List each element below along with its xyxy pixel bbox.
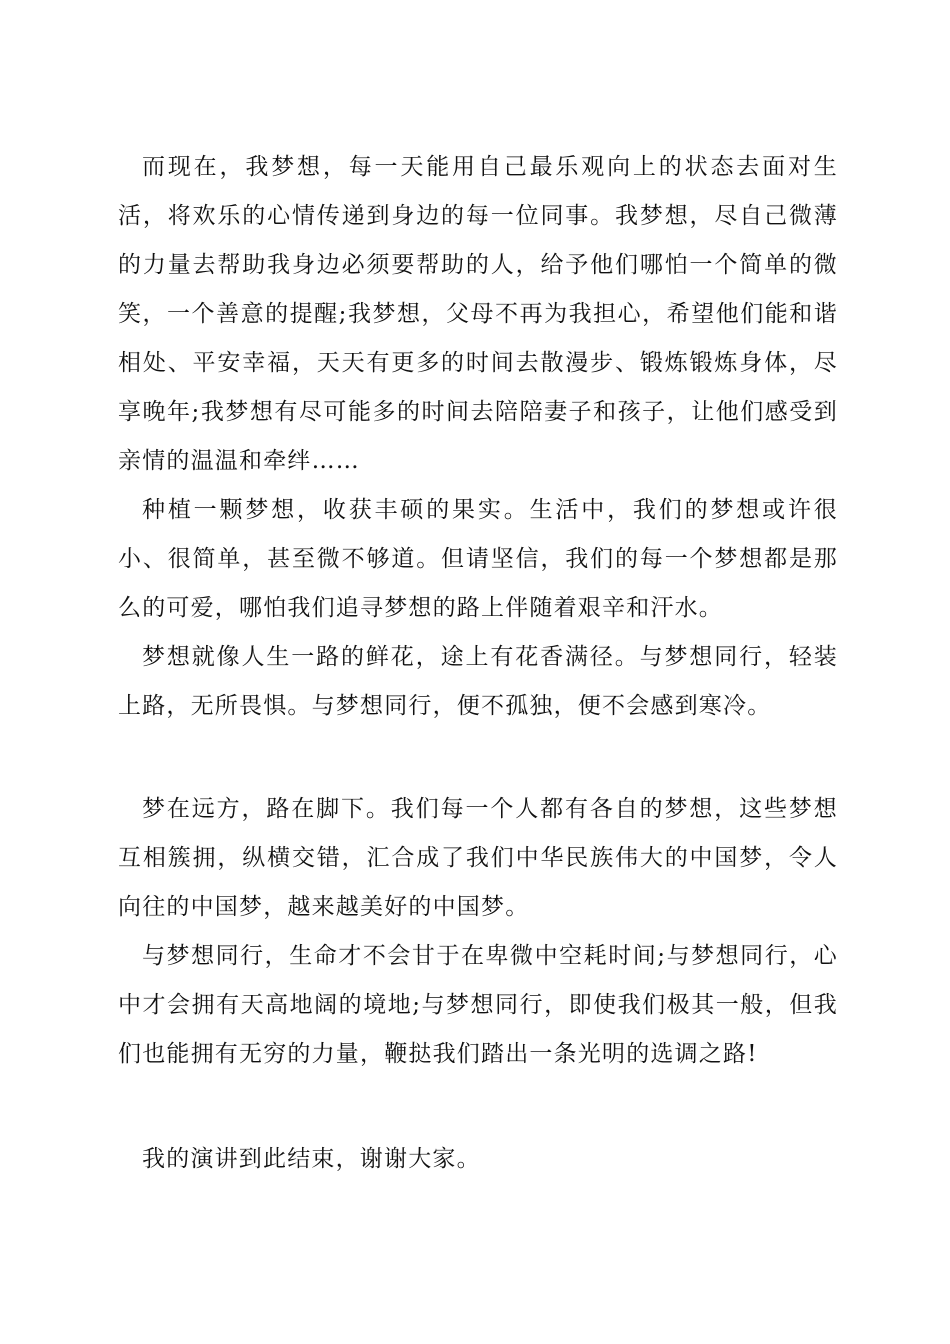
paragraph-dream-now: 而现在，我梦想，每一天能用自己最乐观向上的状态去面对生活，将欢乐的心情传递到身边的每一位同事。我梦想，尽自己微薄的力量去帮助我身边必须要帮助的人，给予他们哪怕一个简单的微笑，一个善意的提醒;我梦想，父母不再为我担心，希望他们能和谐相处、平安幸福，天天有更多的时间去散漫步、锻炼锻炼身体，尽享晚年;我梦想有尽可能多的时间去陪陪妻子和孩子，让他们感受到亲情的温温和牵绊……	[118, 154, 838, 474]
paragraph-dream-flowers: 梦想就像人生一路的鲜花，途上有花香满径。与梦想同行，轻装上路，无所畏惧。与梦想同行，便不孤独，便不会感到寒冷。	[118, 644, 838, 719]
paragraph-dream-far: 梦在远方，路在脚下。我们每一个人都有各自的梦想，这些梦想互相簇拥，纵横交错，汇合成了我们中华民族伟大的中国梦，令人向往的中国梦，越来越美好的中国梦。	[118, 796, 838, 920]
text-section-top	[118, 143, 838, 731]
paragraph-closing: 我的演讲到此结束，谢谢大家。	[142, 1146, 481, 1172]
paragraph-plant-dream: 种植一颗梦想，收获丰硕的果实。生活中，我们的梦想或许很小、很简单，甚至微不够道。但请坚信，我们的每一个梦想都是那么的可爱，哪怕我们追寻梦想的路上伴随着艰辛和汗水。	[118, 497, 838, 621]
text-section-closing	[118, 1135, 838, 1184]
text-section-middle	[118, 785, 838, 1079]
paragraph-walk-with-dream: 与梦想同行，生命才不会甘于在卑微中空耗时间;与梦想同行，心中才会拥有天高地阔的境地;与梦想同行，即使我们极其一般，但我们也能拥有无穷的力量，鞭挞我们踏出一条光明的选调之路!	[118, 943, 838, 1067]
